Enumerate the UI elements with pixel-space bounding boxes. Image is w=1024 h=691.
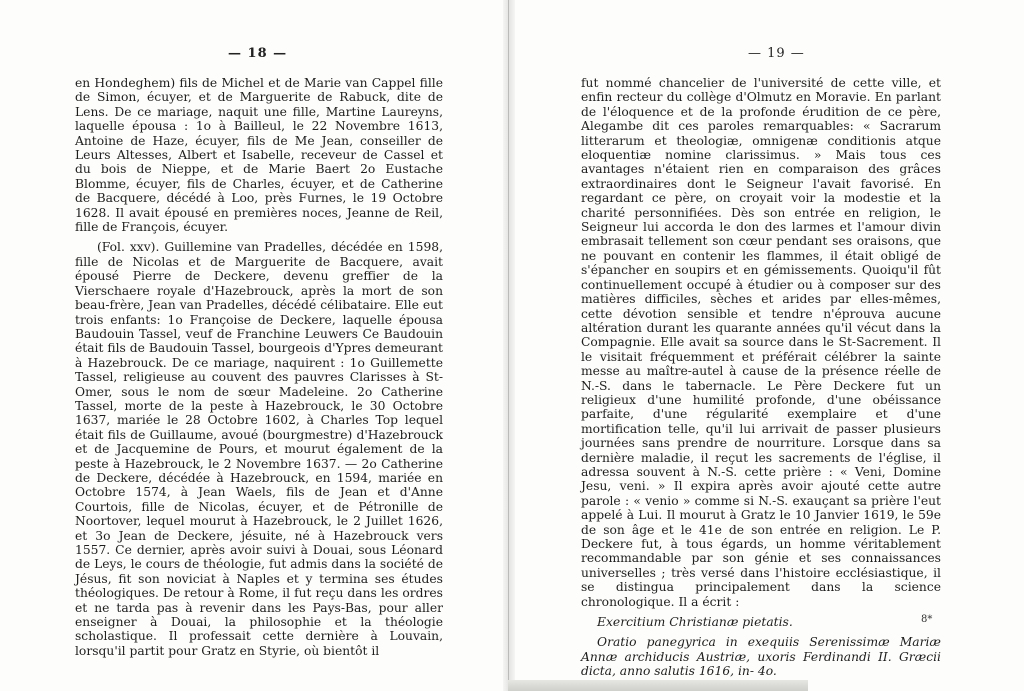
scanner-edge — [508, 680, 808, 691]
signature-mark: 8* — [921, 614, 933, 625]
paragraph: fut nommé chancelier de l'université de cette ville, et enfin recteur du collège d'Olmutz en Moravie. En parlant de l'éloquence et de la profonde érudition de ce père, Alegambe dit ces paroles remarquables: « Sacrarum litterarum et theologiæ, omnigenæ conditionis atque eloquentiæ nomine clarissimus. » Mais tous ces avantages n'étaient rien en comparaison des grâces extraordinaires dont le Seigneur l'avait favorisé. En regardant ce père, on croyait voir la modestie et la charité personnifiées. Dès son entrée en religion, le Seigneur lui accorda le don des larmes et l'amour divin embrasait tellement son cœur pendant ses oraisons, que ne pouvant en contenir les flammes, il était obligé de s'épancher en soupirs et en gémissements. Quoiqu'il fût continuellement occupé à étudier ou à composer sur des matières difficiles, sèches et arides par elles-mêmes, cette dévotion sensible et tendre n'éprouva aucune altération durant les quarante années qu'il vécut dans la Compagnie. Elle avait sa source dans le St-Sacrement. Il le visitait fréquemment et préférait célébrer la sainte messe au maître-autel à cause de la présence réelle de N.-S. dans le tabernacle. Le Père Deckere fut un religieux d'une humilité profonde, d'une obéissance parfaite, d'une régularité exemplaire et d'une mortification telle, qu'il lui arrivait de passer plusieurs journées sans prendre de nourriture. Lorsque dans sa dernière maladie, il reçut les sacrements de l'église, il adressa souvent à N.-S. cette prière : « Veni, Domine Jesu, veni. » Il expira après avoir ajouté cette autre parole : « venio » comme si N.-S. exauçant sa prière l'eut appelé à Lui. Il mourut à Gratz le 10 Janvier 1619, le 59e de son âge et le 41e de son entrée en religion. Le P. Deckere fut, à tous égards, un homme véritablement recommandable par son génie et ses connaissances universelles ; très versé dans l'histoire ecclésiastique, il se distingua principalement dans la science chronologique. Il a écrit : — [581, 76, 941, 609]
work-title: Oratio panegyrica in exequiis Serenissimæ Mariæ Annæ archiducis Austriæ, uxoris Ferdinandi II. Græcii dicta, anno salutis 1616, in- 4o. — [581, 635, 941, 679]
left-page-body — [75, 76, 443, 658]
right-page-body — [581, 76, 941, 679]
paragraph: (Fol. xxv). Guillemine van Pradelles, décédée en 1598, fille de Nicolas et de Marguerite de Bacquere, avait épousé Pierre de Deckere, devenu greffier de la Vierschaere royale d'Hazebrouck, après la mort de son beau-frère, Jean van Pradelles, décédé célibataire. Elle eut trois enfants: 1o Françoise de Deckere, laquelle épousa Baudouin Tassel, veuf de Franchine Leuwers Ce Baudouin était fils de Baudouin Tassel, bourgeois d'Ypres demeurant à Hazebrouck. De ce mariage, naquirent : 1o Guillemette Tassel, religieuse au couvent des pauvres Clarisses à St-Omer, sous le nom de sœur Madeleine. 2o Catherine Tassel, morte de la peste à Hazebrouck, le 30 Octobre 1637, mariée le 28 Octobre 1602, à Charles Top lequel était fils de Guillaume, avoué (bourgmestre) d'Hazebrouck et de Jacquemine de Pours, et mourut également de la peste à Hazebrouck, le 2 Novembre 1637. — 2o Catherine de Deckere, décédée à Hazebrouck, en 1594, mariée en Octobre 1574, à Jean Waels, fils de Jean et d'Anne Courtois, fille de Nicolas, écuyer, et de Pétronille de Noortover, lequel mourut à Hazebrouck, le 2 Juillet 1626, et 3o Jean de Deckere, jésuite, né à Hazebrouck vers 1557. Ce dernier, après avoir suivi à Douai, sous Léonard de Leys, le cours de théologie, fut admis dans la société de Jésus, fit son noviciat à Naples et y termina ses études théologiques. De retour à Rome, il fut reçu dans les ordres et ne tarda pas à revenir dans les Pays-Bas, pour aller enseigner à Douai, la philosophie et la théologie scholastique. Il professait cette dernière à Louvain, lorsqu'il partit pour Gratz en Styrie, où bientôt il — [75, 240, 443, 658]
page-number-left: — 18 — — [228, 46, 288, 61]
work-title: Exercitium Christianæ pietatis. — [597, 615, 793, 630]
works-list — [581, 615, 941, 679]
page-number-right: — 19 — — [748, 46, 805, 61]
paragraph: en Hondeghem) fils de Michel et de Marie van Cappel fille de Simon, écuyer, et de Marguerite de Rabuck, dite de Lens. De ce mariage, naquit une fille, Martine Laureyns, laquelle épousa : 1o à Bailleul, le 22 Novembre 1613, Antoine de Haze, écuyer, fils de Me Jean, conseiller de Leurs Altesses, Albert et Isabelle, receveur de Cassel et du bois de Nieppe, et de Marie Baert 2o Eustache Blomme, écuyer, fils de Charles, écuyer, et de Catherine de Bacquere, décédé à Loo, près Furnes, le 19 Octobre 1628. Il avait épousé en premières noces, Jeanne de Reil, fille de François, écuyer. — [75, 76, 443, 235]
book-gutter — [503, 0, 515, 691]
right-page — [515, 0, 1024, 691]
left-page — [0, 0, 503, 691]
